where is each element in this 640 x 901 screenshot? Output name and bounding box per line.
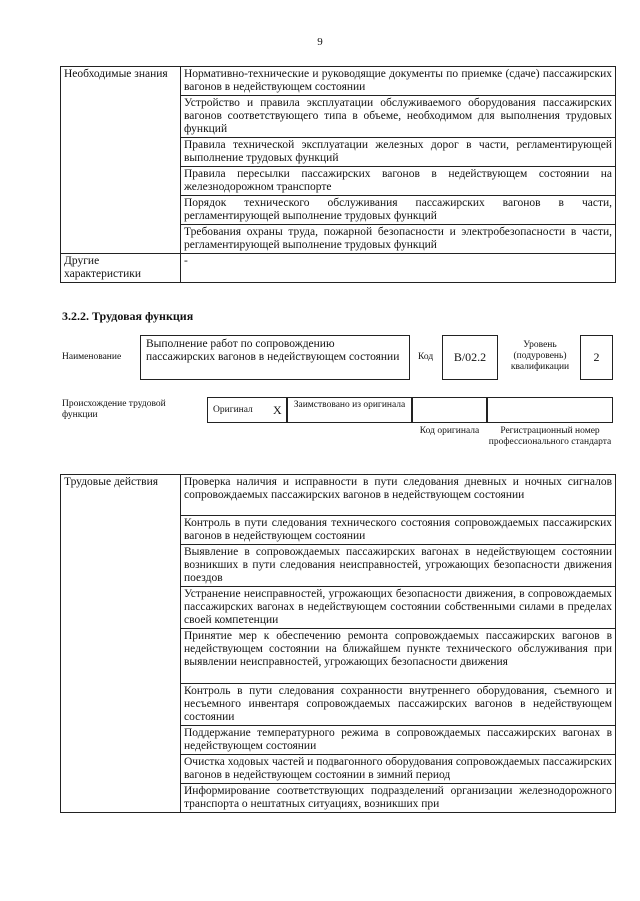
action-item: Устранение неисправностей, угрожающих безопасности движения, в сопровождаемых пассажирских вагонах в недействующем состоянии собственными силами в пределах своей компетенции (181, 587, 616, 629)
code-box (442, 335, 498, 380)
level-value: 2 (593, 350, 600, 364)
borrowed-label: Заимствовано из оригинала (293, 400, 406, 410)
actions-label: Трудовые действия (61, 475, 181, 813)
borrowed-box (287, 397, 412, 423)
action-item: Поддержание температурного режима в сопровождаемых пассажирских вагонах в недействующем состоянии (181, 726, 616, 755)
origin-label: Происхождение трудовой функции (62, 399, 166, 420)
level-box (580, 335, 613, 380)
original-mark: X (273, 403, 282, 417)
action-item: Контроль в пути следования технического состояния сопровождаемых пассажирских вагонов в недействующем состоянии (181, 516, 616, 545)
knowledge-item: Требования охраны труда, пожарной безопасности и электробезопасности в части, регламентирующей выполнение трудовых функций (181, 225, 616, 254)
reg-number-caption: Регистрационный номер профессионального стандарта (488, 426, 612, 447)
knowledge-item: Нормативно-технические и руководящие документы по приемке (сдаче) пассажирских вагонов в недействующем состоянии (181, 67, 616, 96)
function-name-box (140, 335, 410, 380)
action-item: Контроль в пути следования сохранности внутреннего оборудования, съемного и несъемного инвентаря сопровождаемых пассажирских вагонов в недействующем состоянии (181, 684, 616, 726)
knowledge-item: Порядок технического обслуживания пассажирских вагонов в части, регламентирующей выполнение трудовых функций (181, 196, 616, 225)
reg-number-cell (487, 397, 613, 423)
action-item: Выявление в сопровождаемых пассажирских вагонах в недействующем состоянии возникших в пути следования неисправностей, угрожающих безопасности движения поездов (181, 545, 616, 587)
action-item: Информирование соответствующих подразделений организации железнодорожного транспорта о нештатных ситуациях, возникших при (181, 784, 616, 813)
name-label: Наименование (62, 352, 122, 362)
code-original-caption: Код оригинала (419, 426, 480, 436)
action-item: Очистка ходовых частей и подвагонного оборудования сопровождаемых пассажирских вагонов в недействующем состоянии в зимний период (181, 755, 616, 784)
knowledge-label: Необходимые знания (61, 67, 181, 254)
page-number: 9 (317, 36, 323, 48)
knowledge-item: Правила технической эксплуатации железных дорог в части, регламентирующей выполнение трудовых функций (181, 138, 616, 167)
knowledge-item: Правила пересылки пассажирских вагонов в недействующем состоянии на железнодорожном транспорте (181, 167, 616, 196)
function-name: Выполнение работ по сопровождению пассажирских вагонов в недействующем состоянии (146, 338, 400, 363)
level-label: Уровень (подуровень) квалификации (510, 340, 570, 372)
action-item: Проверка наличия и исправности в пути следования дневных и ночных сигналов сопровождаемых пассажирских вагонов в недействующем состоянии (181, 475, 616, 516)
other-value: - (181, 254, 616, 283)
actions-table (60, 474, 616, 813)
original-label: Оригинал (213, 405, 253, 415)
code-original-cell (412, 397, 487, 423)
code-label: Код (418, 352, 434, 362)
section-title: 3.2.2. Трудовая функция (62, 309, 194, 323)
knowledge-item: Устройство и правила эксплуатации обслуживаемого оборудования пассажирских вагонов соответствующего типа в объеме, необходимом для выполнения трудовых функций (181, 96, 616, 138)
function-code: B/02.2 (453, 350, 487, 364)
action-item: Принятие мер к обеспечению ремонта сопровождаемых пассажирских вагонов в недействующем состоянии на ближайшем пункте технического обслуживания при выявлении неисправностей, угрожающих безопасности движения (181, 629, 616, 684)
knowledge-table (60, 66, 616, 283)
other-label: Другие характеристики (61, 254, 181, 283)
original-box (207, 397, 287, 423)
